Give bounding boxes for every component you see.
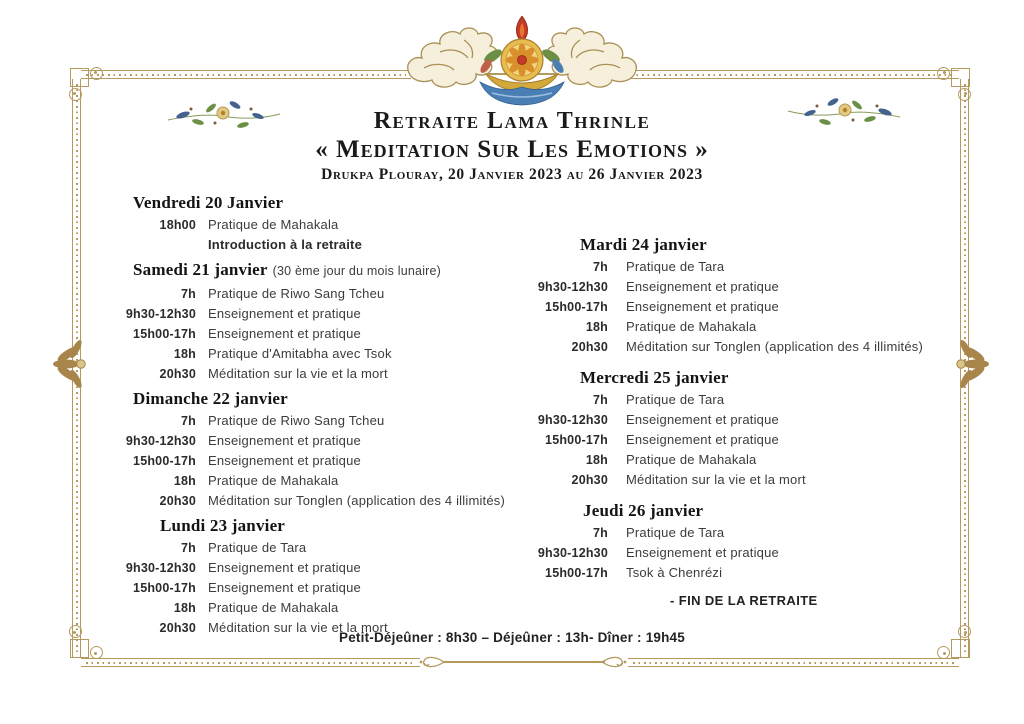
day-section-mercredi-25	[520, 367, 990, 490]
row-time: 20h30	[571, 473, 608, 487]
meal-times-footer: Petit-Déjeûner : 8h30 – Déjeûner : 13h- Dîner : 19h45	[339, 630, 685, 645]
schedule-row	[100, 431, 530, 451]
schedule-row	[100, 491, 530, 511]
row-time: 7h	[593, 393, 608, 407]
row-time: 9h30-12h30	[537, 413, 608, 427]
day-header: Lundi 23 janvier	[160, 516, 286, 535]
row-time: 18h	[173, 601, 196, 615]
schedule-column-left	[100, 192, 530, 642]
border-top-left-segment	[81, 70, 411, 79]
corner-medallion-icon	[936, 66, 972, 102]
schedule-row	[100, 235, 530, 255]
schedule-row	[520, 430, 990, 450]
corner-medallion-icon	[68, 66, 104, 102]
row-time: 9h30-12h30	[537, 546, 608, 560]
row-activity: Pratique de Mahakala	[208, 600, 339, 615]
row-activity: Enseignement et pratique	[626, 299, 779, 314]
day-section-vendredi-20	[100, 192, 530, 255]
row-activity: Enseignement et pratique	[626, 279, 779, 294]
schedule-row	[520, 337, 990, 357]
row-time: 18h	[585, 453, 608, 467]
row-time: 9h30-12h30	[125, 561, 196, 575]
schedule-row	[520, 543, 990, 563]
row-time: 18h	[585, 320, 608, 334]
day-header: Dimanche 22 janvier	[133, 389, 288, 408]
row-activity: Tsok à Chenrézi	[626, 565, 723, 580]
dragon-icon	[408, 28, 498, 87]
day-section-dimanche-22	[100, 388, 530, 511]
row-activity: Enseignement et pratique	[208, 326, 361, 341]
row-activity: Pratique de Tara	[626, 525, 725, 540]
schedule-row	[100, 538, 530, 558]
row-time: 15h00-17h	[133, 327, 196, 341]
day-section-jeudi-26	[520, 500, 990, 583]
schedule-row	[520, 523, 990, 543]
schedule-row	[100, 215, 530, 235]
row-time: 9h30-12h30	[125, 434, 196, 448]
schedule-row	[100, 364, 530, 384]
schedule-row	[100, 411, 530, 431]
buddhist-lotus-wheel-emblem	[404, 14, 640, 108]
row-time: 20h30	[159, 494, 196, 508]
row-activity: Pratique de Mahakala	[626, 452, 757, 467]
schedule-row	[100, 324, 530, 344]
schedule-row	[520, 277, 990, 297]
schedule-row	[520, 450, 990, 470]
row-time: 15h00-17h	[133, 581, 196, 595]
day-header: Mercredi 25 janvier	[580, 368, 729, 387]
schedule-row	[100, 598, 530, 618]
day-header: Samedi 21 janvier (30 ème jour du mois lunaire)	[133, 260, 442, 279]
row-activity: Pratique de Tara	[626, 392, 725, 407]
row-time: 18h00	[159, 218, 196, 232]
page-subtitle: « Meditation Sur Les Emotions »	[315, 136, 709, 163]
schedule-row	[100, 284, 530, 304]
day-note: (30 ème jour du mois lunaire)	[272, 264, 442, 278]
row-activity: Introduction à la retraite	[208, 237, 363, 252]
border-bottom-center-line	[443, 661, 605, 663]
row-activity: Méditation sur la vie et la mort	[208, 366, 388, 381]
row-activity: Enseignement et pratique	[208, 580, 361, 595]
row-activity: Pratique de Tara	[626, 259, 725, 274]
schedule-row	[100, 558, 530, 578]
schedule-row	[520, 410, 990, 430]
schedule-row	[100, 451, 530, 471]
row-time: 20h30	[571, 340, 608, 354]
row-time: 20h30	[159, 367, 196, 381]
schedule-row	[520, 297, 990, 317]
schedule-row	[520, 390, 990, 410]
scroll-flourish-icon	[600, 654, 628, 670]
schedule-row	[520, 470, 990, 490]
border-bottom-left-segment	[81, 658, 420, 667]
row-time: 15h00-17h	[545, 566, 608, 580]
schedule-row	[100, 471, 530, 491]
day-section-mardi-24	[520, 234, 990, 357]
row-time: 9h30-12h30	[125, 307, 196, 321]
border-top-right-segment	[615, 70, 959, 79]
row-time: 18h	[173, 347, 196, 361]
row-activity: Pratique d'Amitabha avec Tsok	[208, 346, 392, 361]
day-section-lundi-23	[100, 515, 530, 638]
row-time: 7h	[593, 260, 608, 274]
schedule-row	[100, 578, 530, 598]
row-time: 15h00-17h	[545, 433, 608, 447]
row-time: 20h30	[159, 621, 196, 635]
schedule-column-right	[520, 234, 990, 608]
row-activity: Enseignement et pratique	[626, 545, 779, 560]
row-activity: Pratique de Mahakala	[208, 217, 339, 232]
row-activity: Pratique de Riwo Sang Tcheu	[208, 413, 385, 428]
row-time: 15h00-17h	[133, 454, 196, 468]
row-time: 15h00-17h	[545, 300, 608, 314]
leaf-burst-icon	[52, 336, 100, 392]
row-time: 9h30-12h30	[537, 280, 608, 294]
row-time	[100, 235, 196, 255]
row-activity: Pratique de Mahakala	[626, 319, 757, 334]
row-time: 18h	[173, 474, 196, 488]
schedule-row	[520, 563, 990, 583]
schedule-row	[100, 304, 530, 324]
retreat-dates: Drukpa Plouray, 20 Janvier 2023 au 26 Janvier 2023	[321, 166, 703, 183]
row-time: 7h	[593, 526, 608, 540]
page-title: Retraite Lama Thrinle	[373, 108, 651, 134]
day-header: Mardi 24 janvier	[580, 235, 707, 254]
row-activity: Enseignement et pratique	[208, 453, 361, 468]
schedule-row	[100, 344, 530, 364]
row-activity: Pratique de Mahakala	[208, 473, 339, 488]
schedule-row	[520, 257, 990, 277]
row-activity: Méditation sur la vie et la mort	[626, 472, 806, 487]
row-time: 7h	[181, 287, 196, 301]
day-section-samedi-21	[100, 259, 530, 384]
dragon-icon	[547, 28, 637, 87]
row-activity: Méditation sur Tonglen (application des 4 illimités)	[626, 339, 924, 354]
border-bottom-right-segment	[628, 658, 959, 667]
end-of-retreat-note: - FIN DE LA RETRAITE	[670, 593, 818, 608]
schedule-row	[520, 317, 990, 337]
row-time: 7h	[181, 414, 196, 428]
row-activity: Pratique de Riwo Sang Tcheu	[208, 286, 385, 301]
scroll-flourish-icon	[418, 654, 446, 670]
row-activity: Enseignement et pratique	[626, 412, 779, 427]
row-activity: Méditation sur la vie et la mort	[208, 620, 388, 635]
row-activity: Enseignement et pratique	[208, 433, 361, 448]
row-time: 7h	[181, 541, 196, 555]
row-activity: Enseignement et pratique	[626, 432, 779, 447]
row-activity: Enseignement et pratique	[208, 306, 361, 321]
day-header: Vendredi 20 Janvier	[133, 193, 284, 212]
day-header: Jeudi 26 janvier	[583, 501, 704, 520]
row-activity: Méditation sur Tonglen (application des 4 illimités)	[208, 493, 506, 508]
row-activity: Enseignement et pratique	[208, 560, 361, 575]
row-activity: Pratique de Tara	[208, 540, 307, 555]
title-block	[0, 108, 1024, 184]
